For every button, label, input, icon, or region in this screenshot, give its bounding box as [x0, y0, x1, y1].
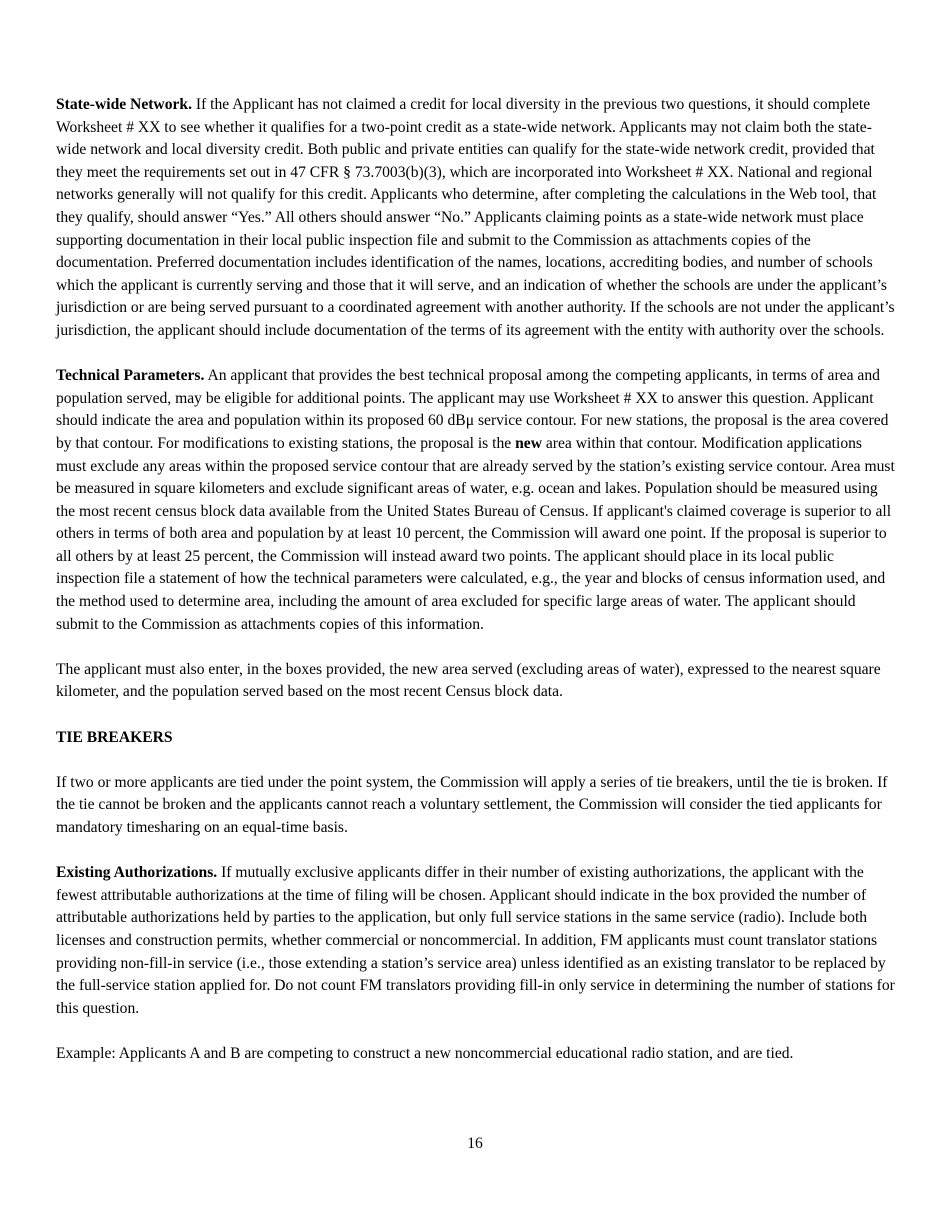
boxes-note-paragraph: The applicant must also enter, in the boxes provided, the new area served (excluding areas of water), expressed to the nearest square kilometer, and the population served based on the most recent Census block data.	[56, 660, 881, 701]
document-page	[56, 94, 896, 1066]
existing-authorizations-heading: Existing Authorizations.	[56, 864, 218, 882]
statewide-network-heading: State-wide Network.	[56, 96, 192, 113]
existing-authorizations-paragraph	[56, 862, 896, 1020]
technical-parameters-paragraph	[56, 365, 896, 636]
technical-parameters-text-part2: area within that contour. Modification applications must exclude any areas within the proposed service contour that are already served by the station’s existing service contour. Area must be measured in square kilometers and exclude significant areas of water, e.g. ocean and lakes. Population should be measured using the most recent census block data available from the United States Bureau of Census. If applicant's claimed coverage is superior to all others in terms of both area and population by at least 10 percent, the Commission will award one point. If the proposal is superior to all others by at least 25 percent, the Commission will instead award two points. The applicant should place in its local public inspection file a statement of how the technical parameters were calculated, e.g., the year and blocks of census information used, and the method used to determine area, including the amount of area excluded for specific large areas of water. The applicant should submit to the Commission as attachments copies of this information.	[56, 434, 895, 633]
example-paragraph: Example: Applicants A and B are competing to construct a new noncommercial educational radio station, and are tied.	[56, 1044, 794, 1062]
tie-breakers-heading: TIE BREAKERS	[56, 728, 173, 746]
tie-breakers-intro-paragraph: If two or more applicants are tied under the point system, the Commission will apply a series of tie breakers, until the tie is broken. If the tie cannot be broken and the applicants cannot reach a voluntary settlement, the Commission will consider the tied applicants for mandatory timesharing on an equal-time basis.	[56, 773, 888, 836]
technical-parameters-heading: Technical Parameters.	[56, 367, 205, 385]
statewide-network-text: If the Applicant has not claimed a credit for local diversity in the previous two questions, it should complete Worksheet # XX to see whether it qualifies for a two-point credit as a state-wide network. Applicants may not claim both the state-wide network and local diversity credit. Both public and private entities can qualify for the state-wide network credit, provided that they meet the requirements set out in 47 CFR § 73.7003(b)(3), which are incorporated into Worksheet # XX. National and regional networks generally will not qualify for this credit. Applicants who determine, after completing the calculations in the Web tool, that they qualify, should answer “Yes.” All others should answer “No.” Applicants claiming points as a state-wide network must place supporting documentation in their local public inspection file and submit to the Commission as attachments copies of the documentation. Preferred documentation includes identification of the names, locations, accrediting bodies, and number of schools which the applicant is currently serving and those that it will serve, and an indication of whether the schools are under the applicant’s jurisdiction or are being served pursuant to a coordinated agreement with another authority. If the schools are not under the applicant’s jurisdiction, the applicant should include documentation of the terms of its agreement with the entity with authority over the schools.	[56, 96, 895, 339]
technical-parameters-text-part1: An applicant that provides the best technical proposal among the competing applicants, in terms of area and population served, may be eligible for additional points. The applicant may use Worksheet # XX to answer this question. Applicant should indicate the area and population within its proposed 60 dBμ service contour. For new stations, the proposal is the area covered by that contour. For modifications to existing stations, the proposal is the	[56, 367, 889, 452]
statewide-network-paragraph	[56, 94, 896, 343]
technical-parameters-emphasis: new	[515, 434, 542, 452]
existing-authorizations-text: If mutually exclusive applicants differ in their number of existing authorizations, the applicant with the fewest attributable authorizations at the time of filing will be chosen. Applicant should indicate in the box provided the number of attributable authorizations held by parties to the application, but only full service stations in the same service (radio). Include both licenses and construction permits, whether commercial or noncommercial. In addition, FM applicants must count translator stations providing non-fill-in service (i.e., those extending a station’s service area) unless identified as an existing translator to be replaced by the full-service station applied for. Do not count FM translators providing fill-in only service in determining the number of stations for this question.	[56, 864, 895, 1017]
page-number: 16	[467, 1135, 483, 1152]
